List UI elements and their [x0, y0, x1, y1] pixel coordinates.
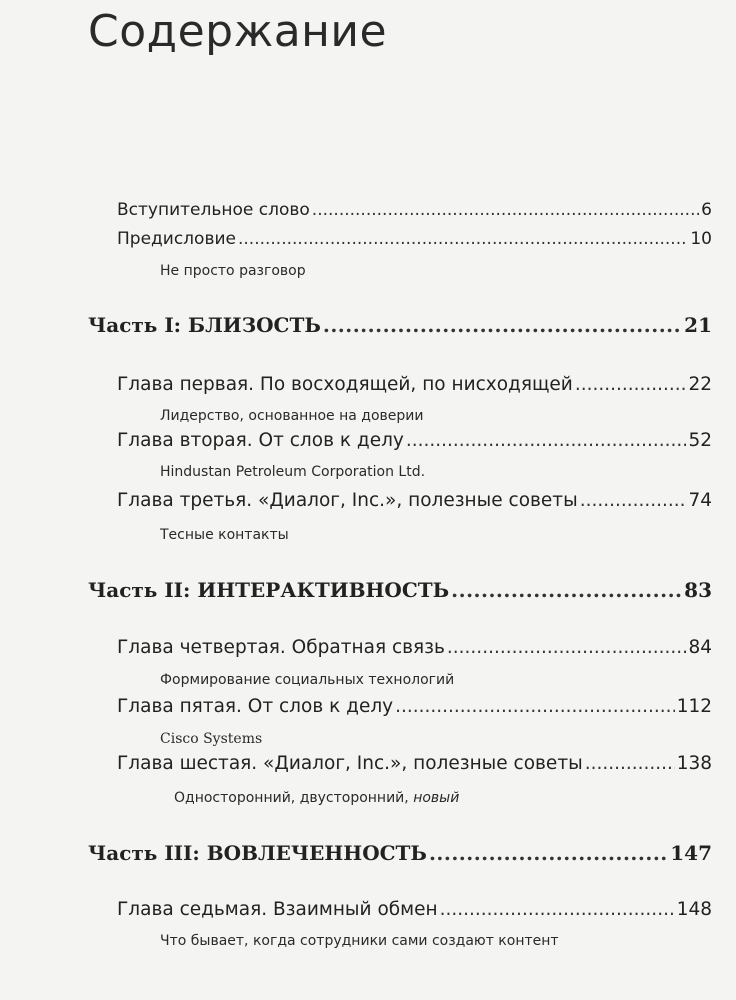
toc-subtitle-main: Односторонний, двусторонний,: [174, 790, 414, 806]
toc-part-label: Часть III: ВОВЛЕЧЕННОСТЬ: [88, 841, 427, 865]
toc-page-number: 147: [670, 841, 712, 865]
toc-chapter-1[interactable]: [117, 374, 712, 395]
toc-page-number: 112: [676, 696, 712, 717]
leader-dots: [575, 374, 687, 395]
toc-page-number: 83: [684, 578, 712, 602]
toc-chapter-label: Глава вторая. От слов к делу: [117, 430, 404, 451]
toc-part-3[interactable]: [88, 841, 712, 865]
leader-dots: [447, 637, 687, 658]
toc-chapter-7[interactable]: [117, 899, 712, 920]
toc-subtitle: [174, 790, 459, 806]
toc-chapter-6[interactable]: [117, 753, 712, 774]
toc-part-label: Часть I: БЛИЗОСТЬ: [88, 313, 321, 337]
toc-subtitle: Hindustan Petroleum Corporation Ltd.: [160, 464, 426, 480]
toc-chapter-3[interactable]: [117, 490, 712, 511]
leader-dots: [238, 229, 688, 249]
toc-chapter-label: Глава третья. «Диалог, Inc.», полезные советы: [117, 490, 578, 511]
toc-part-label: Часть II: ИНТЕРАКТИВНОСТЬ: [88, 578, 450, 602]
toc-page-number: 52: [688, 430, 712, 451]
toc-part-1[interactable]: [88, 313, 712, 337]
toc-chapter-label: Глава четвертая. Обратная связь: [117, 637, 445, 658]
toc-subtitle: Лидерство, основанное на доверии: [160, 408, 424, 424]
leader-dots: [312, 200, 699, 220]
leader-dots: [440, 899, 675, 920]
toc-page-number: 10: [690, 229, 712, 249]
leader-dots: [429, 841, 668, 865]
toc-entry-foreword[interactable]: [117, 200, 712, 220]
toc-subtitle: Формирование социальных технологий: [160, 672, 455, 688]
toc-page-number: 21: [684, 313, 712, 337]
toc-entry-preface[interactable]: [117, 229, 712, 249]
leader-dots: [406, 430, 687, 451]
leader-dots: [451, 578, 682, 602]
page-title: Содержание: [88, 6, 388, 57]
toc-subtitle: Не просто разговор: [160, 263, 306, 279]
toc-page-number: 74: [688, 490, 712, 511]
toc-chapter-label: Глава шестая. «Диалог, Inc.», полезные советы: [117, 753, 583, 774]
toc-subtitle: Что бывает, когда сотрудники сами создают контент: [160, 933, 559, 949]
leader-dots: [323, 313, 682, 337]
toc-page-number: 22: [688, 374, 712, 395]
toc-subtitle-italic: новый: [413, 790, 460, 806]
toc-page-number: 138: [676, 753, 712, 774]
toc-chapter-label: Глава пятая. От слов к делу: [117, 696, 394, 717]
toc-chapter-4[interactable]: [117, 637, 712, 658]
toc-page-number: 6: [701, 200, 712, 220]
toc-entry-label: Вступительное слово: [117, 200, 310, 220]
leader-dots: [395, 696, 675, 717]
toc-entry-label: Предисловие: [117, 229, 236, 249]
toc-chapter-label: Глава седьмая. Взаимный обмен: [117, 899, 438, 920]
toc-part-2[interactable]: [88, 578, 712, 602]
toc-page-number: 148: [676, 899, 712, 920]
leader-dots: [580, 490, 687, 511]
toc-chapter-2[interactable]: [117, 430, 712, 451]
toc-chapter-5[interactable]: [117, 696, 712, 717]
toc-subtitle: Cisco Systems: [160, 731, 263, 747]
toc-page-number: 84: [688, 637, 712, 658]
toc-chapter-label: Глава первая. По восходящей, по нисходящей: [117, 374, 573, 395]
toc-subtitle: Тесные контакты: [160, 527, 289, 543]
leader-dots: [585, 753, 675, 774]
